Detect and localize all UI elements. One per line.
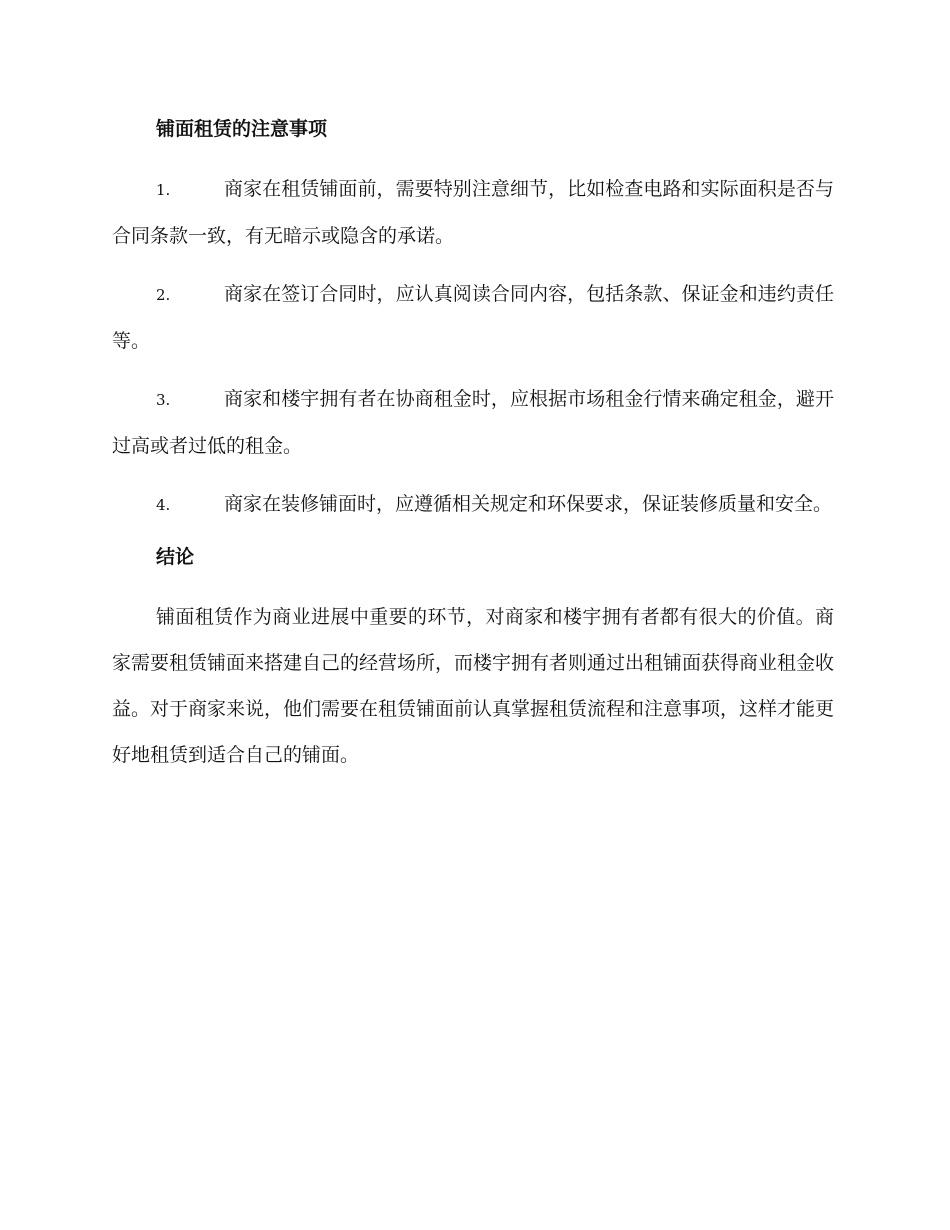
list-item-number: 2. [156, 286, 171, 304]
document-content [112, 112, 834, 778]
list-item-text: 商家在租赁铺面前，需要特别注意细节，比如检查电路和实际面积是否与合同条款一致，有无暗示或隐含的承诺。 [112, 178, 834, 247]
conclusion-paragraph: 铺面租赁作为商业进展中重要的环节，对商家和楼宇拥有者都有很大的价值。商家需要租赁铺面来搭建自己的经营场所，而楼宇拥有者则通过出租铺面获得商业租金收益。对于商家来说，他们需要在租赁铺面前认真掌握租赁流程和注意事项，这样才能更好地租赁到适合自己的铺面。 [112, 606, 835, 766]
list-item-number: 3. [156, 391, 171, 409]
list-item-number: 1. [156, 181, 171, 199]
list-item-text: 商家在装修铺面时，应遵循相关规定和环保要求，保证装修质量和安全。 [224, 493, 833, 515]
list-item [112, 166, 834, 259]
list-item [112, 481, 834, 528]
list-item-text: 商家和楼宇拥有者在协商租金时，应根据市场租金行情来确定租金，避开过高或者过低的租金。 [112, 388, 834, 457]
list-item [112, 376, 834, 469]
precautions-list [112, 166, 834, 528]
list-item-number: 4. [156, 496, 171, 514]
section-heading-conclusion: 结论 [156, 546, 195, 568]
list-item [112, 271, 834, 364]
list-item-text: 商家在签订合同时，应认真阅读合同内容，包括条款、保证金和违约责任等。 [112, 283, 834, 352]
section-heading-precautions: 铺面租赁的注意事项 [156, 118, 328, 140]
